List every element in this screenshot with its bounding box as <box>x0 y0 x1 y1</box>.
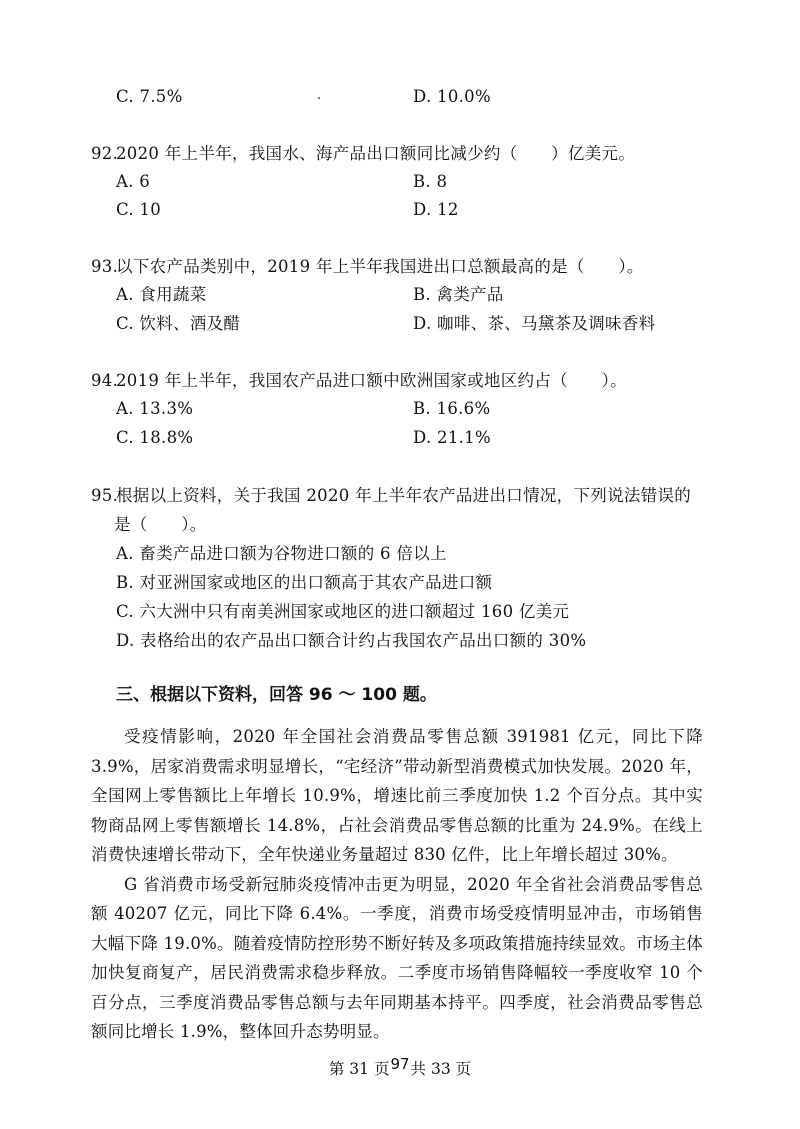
q94-option-c: C. 18.8% <box>116 428 194 447</box>
q95-option-b: B. 对亚洲国家或地区的出口额高于其农产品进口额 <box>116 573 493 592</box>
q93-option-a: A. 食用蔬菜 <box>116 285 207 304</box>
page-footer <box>0 1055 800 1080</box>
q93-option-b: B. 禽类产品 <box>413 285 504 304</box>
q93-option-d: D. 咖啡、茶、马黛茶及调味香料 <box>413 314 656 333</box>
page-number-mark: 97 <box>390 1055 410 1073</box>
q91-option-d: D. 10.0% <box>413 87 491 106</box>
material-passage <box>91 722 703 1047</box>
q92-option-b: B. 8 <box>413 172 448 191</box>
q94-number: 94. <box>91 371 119 390</box>
q94-option-d: D. 21.1% <box>413 428 491 447</box>
q92-stem: 2020 年上半年，我国水、海产品出口额同比减少约（ ）亿美元。 <box>116 144 636 163</box>
q92-option-a: A. 6 <box>116 172 151 191</box>
q95-number: 95. <box>91 486 119 505</box>
q94-stem: 2019 年上半年，我国农产品进口额中欧洲国家或地区约占（ ）。 <box>116 371 627 390</box>
q93-option-c: C. 饮料、酒及醋 <box>116 314 241 333</box>
q95-option-d: D. 表格给出的农产品出口额合计约占我国农产品出口额的 30% <box>116 631 587 650</box>
scan-speck <box>318 97 320 99</box>
material-paragraph-1: 受疫情影响，2020 年全国社会消费品零售总额 391981 亿元，同比下降 3.9%，居家消费需求明显增长，“宅经济”带动新型消费模式加快发展。2020 年，全国网上零售额比上年增长 10.9%，增速比前三季度加快 1.2 个百分点。其中实物商品网上零售额增长 14.8%，占社会消费品零售总额的比重为 24.9%。在线上消费快速增长带动下，全年快递业务量超过 830 亿件，比上年增长超过 30%。 <box>91 727 704 864</box>
q94-option-b: B. 16.6% <box>413 399 491 418</box>
q91-option-c: C. 7.5% <box>116 87 183 106</box>
q92-number: 92. <box>91 144 119 163</box>
q93-stem: 以下农产品类别中，2019 年上半年我国进出口总额最高的是（ ）。 <box>116 257 644 276</box>
q95-stem-line2: 是（ ）。 <box>114 515 207 534</box>
q95-option-c: C. 六大洲中只有南美洲国家或地区的进口额超过 160 亿美元 <box>116 602 570 621</box>
section-title: 三、根据以下资料，回答 96 ～ 100 题。 <box>116 685 437 705</box>
q92-option-c: C. 10 <box>116 200 162 219</box>
page-total: 共 33 页 <box>410 1060 472 1078</box>
q95-option-a: A. 畜类产品进口额为谷物进口额的 6 倍以上 <box>116 544 447 563</box>
material-paragraph-2: G 省消费市场受新冠肺炎疫情冲击更为明显，2020 年全省社会消费品零售总额 40207 亿元，同比下降 6.4%。一季度，消费市场受疫情明显冲击，市场销售大幅下降 19.0%。随着疫情防控形势不断好转及多项政策措施持续显效。市场主体加快复商复产，居民消费需求稳步释放。二季度市场销售降幅较一季度收窄 10 个百分点，三季度消费品零售总额与去年同期基本持平。四季度，社会消费品零售总额同比增长 1.9%，整体回升态势明显。 <box>91 874 703 1041</box>
q95-stem-line1: 根据以上资料，关于我国 2020 年上半年农产品进出口情况，下列说法错误的 <box>116 486 692 505</box>
q92-option-d: D. 12 <box>413 200 459 219</box>
q93-number: 93. <box>91 257 119 276</box>
q94-option-a: A. 13.3% <box>116 399 194 418</box>
page-indicator: 第 31 页 <box>328 1060 390 1078</box>
